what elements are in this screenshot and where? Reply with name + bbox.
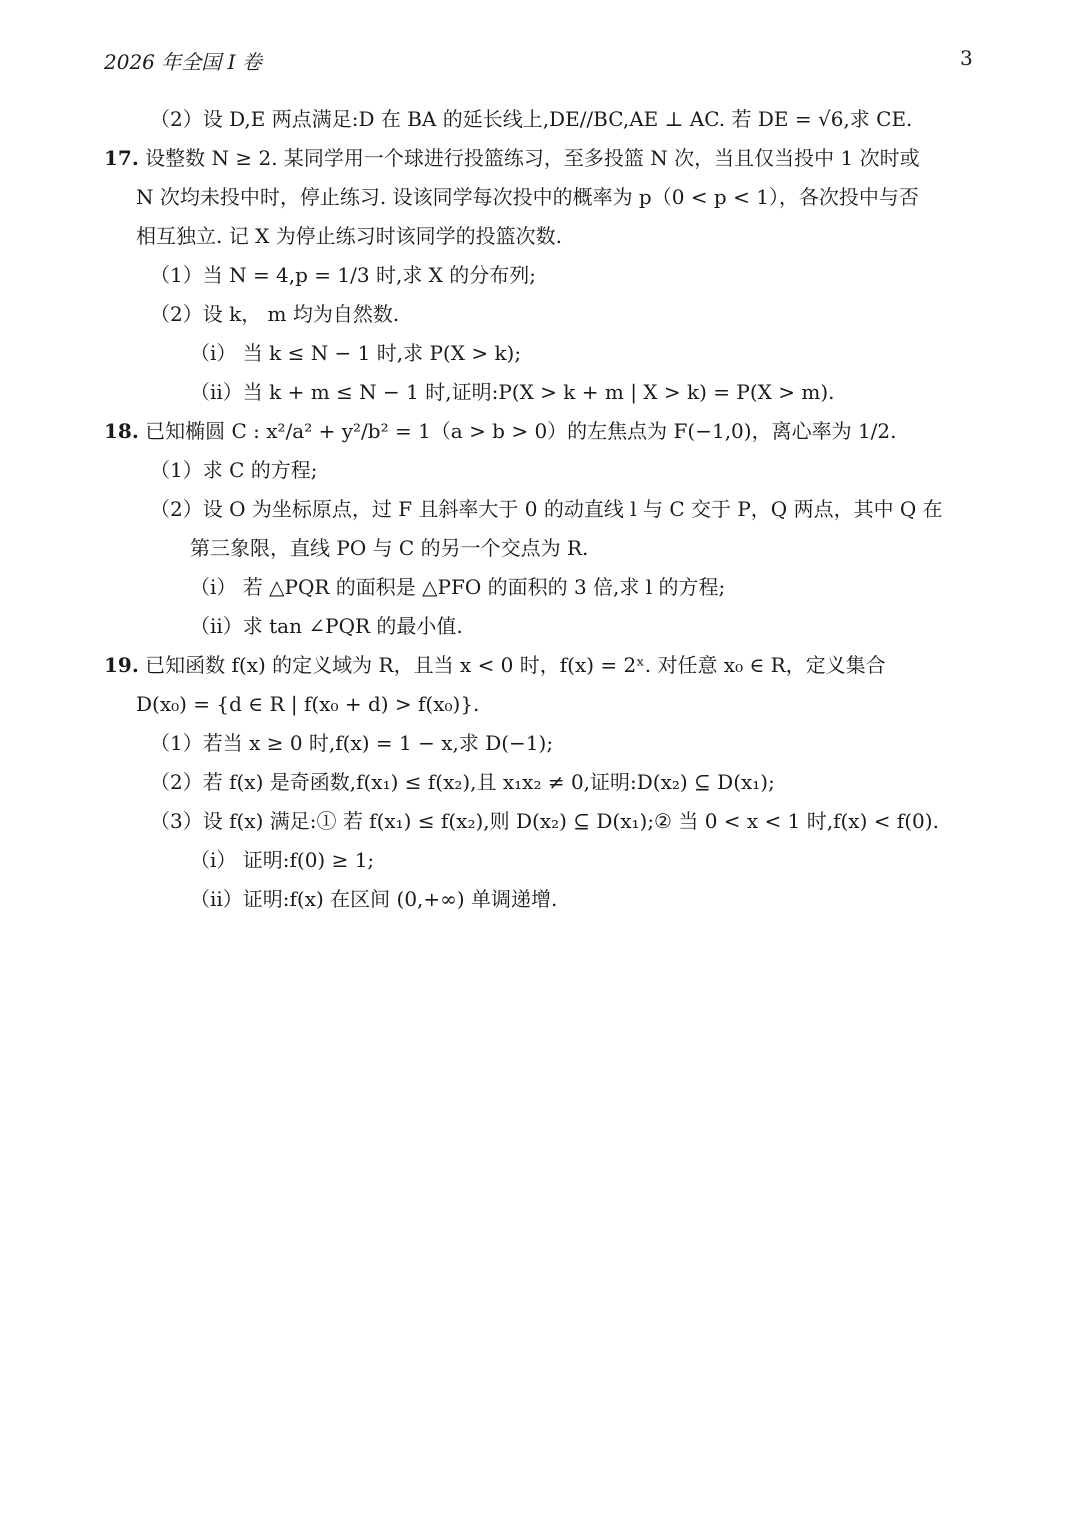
q18-part2-line1: （2）设 O 为坐标原点，过 F 且斜率大于 0 的动直线 l 与 C 交于 P，Q 两点，其中 Q 在: [150, 497, 943, 521]
page-number: 3: [960, 46, 973, 70]
q16-part2: （2）设 D,E 两点满足:D 在 BA 的延长线上,DE//BC,AE ⊥ AC. 若 DE = √6,求 CE.: [150, 107, 913, 131]
q17-stem-line1: [104, 143, 920, 173]
q18-stem: [104, 416, 897, 446]
q19-part3: （3）设 f(x) 满足:① 若 f(x₁) ≤ f(x₂),则 D(x₂) ⊆ D(x₁);② 当 0 < x < 1 时,f(x) < f(0).: [150, 809, 939, 833]
q18-stem-text: 已知椭圆 C : x²/a² + y²/b² = 1（a > b > 0）的左焦点为 F(−1,0)，离心率为 1/2.: [138, 419, 897, 443]
q18-part2-ii: （ii）求 tan ∠PQR 的最小值.: [190, 614, 463, 638]
q17-part2: （2）设 k， m 均为自然数.: [150, 302, 400, 326]
exam-title: 2026 年全国 I 卷: [104, 50, 262, 74]
q17-part2-ii: （ii）当 k + m ≤ N − 1 时,证明:P(X > k + m | X > k) = P(X > m).: [190, 380, 835, 404]
q19-part3-ii: （ii）证明:f(x) 在区间 (0,+∞) 单调递增.: [190, 887, 558, 911]
q18-part2-i: （i） 若 △PQR 的面积是 △PFO 的面积的 3 倍,求 l 的方程;: [190, 575, 726, 599]
q19-part3-i: （i） 证明:f(0) ≥ 1;: [190, 848, 375, 872]
q19-stem-line2: D(x₀) = {d ∈ R | f(x₀ + d) > f(x₀)}.: [136, 692, 480, 716]
q18-part2-line2: 第三象限，直线 PO 与 C 的另一个交点为 R.: [190, 536, 589, 560]
q18-part1: （1）求 C 的方程;: [150, 458, 318, 482]
question-number: 18.: [104, 419, 139, 443]
q17-stem-line2: N 次均未投中时，停止练习. 设该同学每次投中的概率为 p（0 < p < 1），各次投中与否: [136, 185, 919, 209]
question-number: 19.: [104, 653, 139, 677]
question-number: 17.: [104, 146, 139, 170]
q17-stem-line3: 相互独立. 记 X 为停止练习时该同学的投篮次数.: [136, 224, 563, 248]
q19-stem-line1: [104, 650, 886, 680]
q19-stem-text: 已知函数 f(x) 的定义域为 R，且当 x < 0 时，f(x) = 2ˣ. 对任意 x₀ ∈ R，定义集合: [138, 653, 886, 677]
q17-part2-i: （i） 当 k ≤ N − 1 时,求 P(X > k);: [190, 341, 522, 365]
q19-part2: （2）若 f(x) 是奇函数,f(x₁) ≤ f(x₂),且 x₁x₂ ≠ 0,证明:D(x₂) ⊆ D(x₁);: [150, 770, 775, 794]
q19-part1: （1）若当 x ≥ 0 时,f(x) = 1 − x,求 D(−1);: [150, 731, 554, 755]
q17-stem-text: 设整数 N ≥ 2. 某同学用一个球进行投篮练习，至多投篮 N 次，当且仅当投中 1 次时或: [138, 146, 920, 170]
q17-part1: （1）当 N = 4,p = 1/3 时,求 X 的分布列;: [150, 263, 537, 287]
